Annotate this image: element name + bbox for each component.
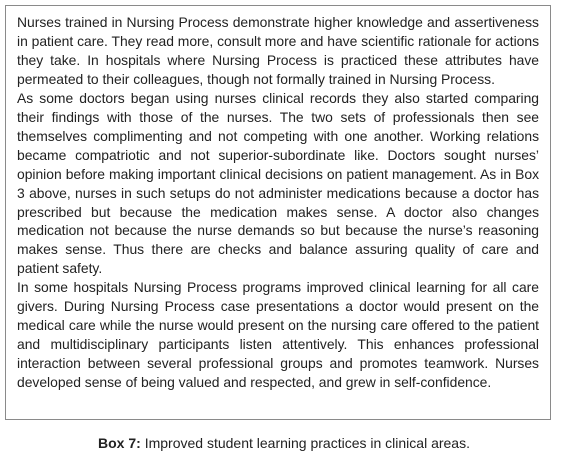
caption-text: Improved student learning practices in clinical areas. [140,435,470,451]
box-paragraph-3: In some hospitals Nursing Process programs improved clinical learning for all care givers. During Nursing Process case presentations a doctor would present on the medical care while the nurse would present on the nursing care offered to the patient and multidisciplinary participants listen attentively. This enhances professional interaction between several professional groups and promotes teamwork. Nurses developed sense of being valued and respected, and grew in self-confidence. [17,279,539,391]
box-paragraph-1: Nurses trained in Nursing Process demonstrate higher knowledge and assertiveness in patient care. They read more, consult more and have scientific rationale for actions they take. In hospitals where Nursing Process is practiced these attributes have permeated to their colleagues, though not formally trained in Nursing Process. [17,14,539,87]
text-box [5,5,551,420]
box-caption [0,434,568,452]
caption-label: Box 7: [98,435,141,451]
box-paragraph-2: As some doctors began using nurses clinical records they also started comparing their findings with those of the nurses. The two sets of professionals then see themselves complimenting and not competing with one another. Working relations became compatriotic and not superior-subordinate like. Doctors sought nurses’ opinion before making important clinical decisions on patient management. As in Box 3 above, nurses in such setups do not administer medications because a doctor has prescribed but because the medication makes sense. A doctor also changes medication not because the nurse demands so but because the nurse’s reasoning makes sense. Thus there are checks and balance assuring quality of care and patient safety. [17,89,539,277]
